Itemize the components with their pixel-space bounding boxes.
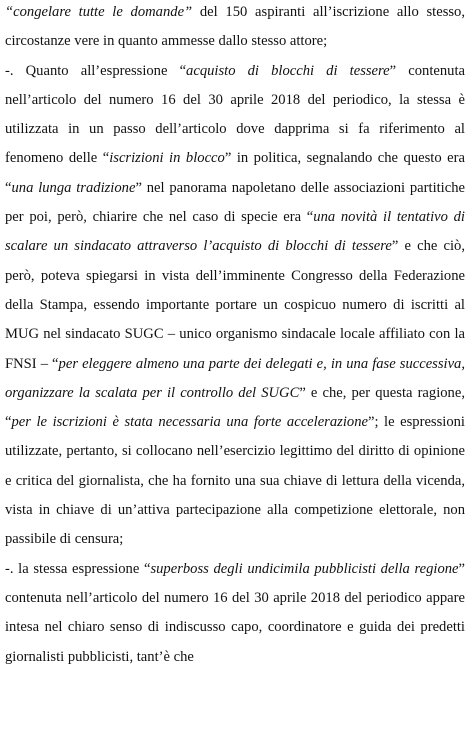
quote-text: una novità il tentativo di scalare un sindacato attraverso l’acquisto di blocchi di tessere xyxy=(5,209,465,255)
body-text: -. la stessa espressione “ xyxy=(5,560,151,577)
body-text: ” e che, per questa ragione, “ xyxy=(5,384,465,431)
body-text: -. Quanto all’espressione “ xyxy=(5,62,187,79)
body-text: ” e che ciò, però, poteva spiegarsi in vista dell’imminente Congresso della Federazione della Stampa, essendo importante portare un cospicuo numero di iscritti al MUG nel sindacato SUGC – unico organismo sindacale locale affiliato con la FNSI – “ xyxy=(5,238,465,372)
paragraph-3 xyxy=(5,555,465,672)
paragraph-2 xyxy=(5,57,465,555)
paragraph-1 xyxy=(5,0,465,57)
body-text: del 150 aspiranti all’iscrizione allo stesso, circostanze vere in quanto ammesse dallo stesso attore; xyxy=(5,4,466,50)
quote-text: superboss degli undicimila pubblicisti della regione xyxy=(150,560,459,577)
body-text: ” contenuta nell’articolo del numero 16 del 30 aprile 2018 del periodico appare intesa nel chiaro senso di indiscusso capo, coordinatore e guida dei predetti giornalisti pubblicisti, tant’è che xyxy=(5,560,466,665)
quote-text: per le iscrizioni è stata necessaria una forte accelerazione xyxy=(11,414,368,431)
body-text: ” nel panorama napoletano delle associazioni partitiche per poi, però, chiarire che nel caso di specie era “ xyxy=(5,179,465,226)
quote-text: acquisto di blocchi di tessere xyxy=(186,62,390,79)
quote-text: per eleggere almeno una parte dei delegati e, in una fase successiva, organizzare la scalata per il controllo del SUGC xyxy=(5,355,466,401)
body-text: ” in politica, segnalando che questo era “ xyxy=(5,150,465,196)
quote-text: una lunga tradizione xyxy=(11,179,136,196)
quote-text: “congelare tutte le domande” xyxy=(5,4,193,20)
body-text: ”; le espressioni utilizzate, pertanto, si collocano nell’esercizio legittimo del diritto di opinione e critica del giornalista, che ha fornito una sua chiave di lettura della vicenda, vista in chiave di un’attiva partecipazione alla competizione elettorale, non passibile di censura; xyxy=(5,414,465,548)
quote-text: iscrizioni in blocco xyxy=(109,150,225,167)
body-text: ” contenuta nell’articolo del numero 16 del 30 aprile 2018 del periodico, la stessa è utilizzata in un passo dell’articolo dove dapprima si fa riferimento al fenomeno delle “ xyxy=(5,62,465,167)
document-body xyxy=(5,0,465,672)
